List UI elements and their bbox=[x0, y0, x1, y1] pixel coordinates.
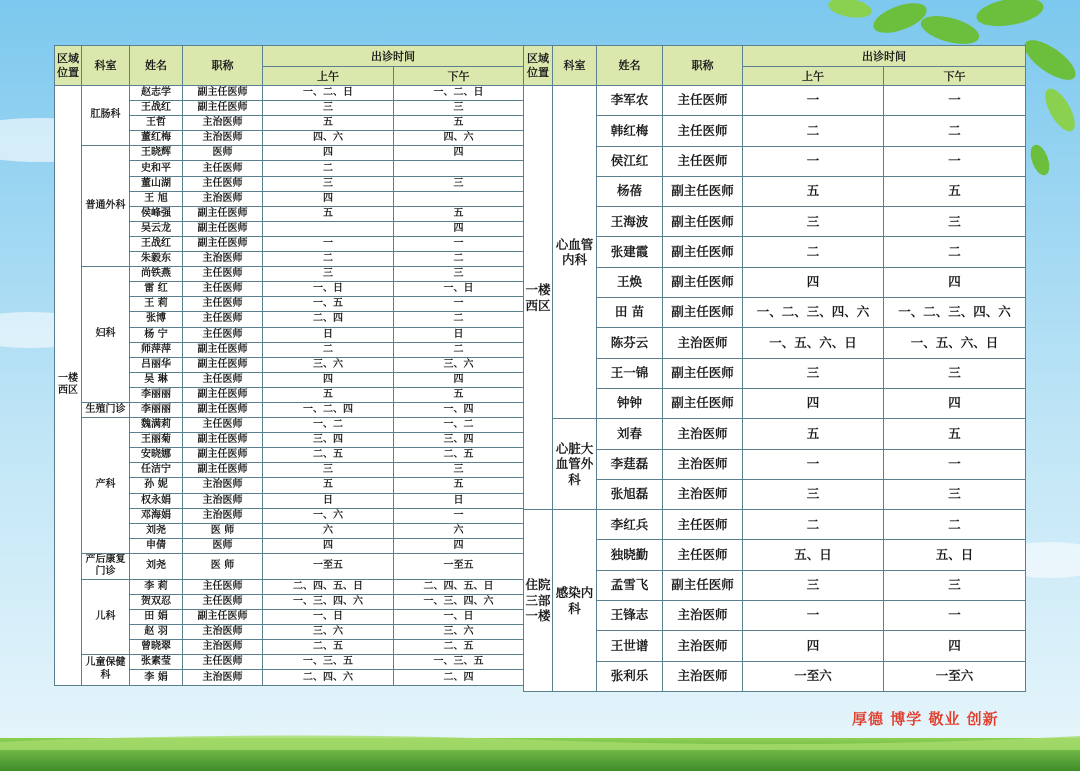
am-cell: 一、日 bbox=[263, 282, 394, 297]
doctor-name-cell: 李军农 bbox=[597, 86, 663, 116]
doctor-name-cell: 尚铁燕 bbox=[130, 267, 183, 282]
doctor-name-cell: 董山湖 bbox=[130, 176, 183, 191]
title-cell: 副主任医师 bbox=[183, 463, 263, 478]
title-cell: 主治医师 bbox=[183, 670, 263, 685]
am-cell: 六 bbox=[263, 523, 394, 538]
right-table-body bbox=[524, 86, 1026, 692]
pm-cell: 二、五 bbox=[394, 448, 524, 463]
pm-cell: 四、六 bbox=[394, 131, 524, 146]
title-cell: 主治医师 bbox=[183, 252, 263, 267]
header-am: 上午 bbox=[263, 67, 394, 86]
am-cell: 三、六 bbox=[263, 357, 394, 372]
pm-cell: 五 bbox=[394, 206, 524, 221]
doctor-name-cell: 张素莹 bbox=[130, 655, 183, 670]
am-cell: 一、二、四 bbox=[263, 402, 394, 417]
doctor-name-cell: 贺双忍 bbox=[130, 595, 183, 610]
pm-cell: 一 bbox=[394, 297, 524, 312]
pm-cell: 二、四、五、日 bbox=[394, 579, 524, 594]
title-cell: 主治医师 bbox=[663, 479, 743, 509]
title-cell: 主治医师 bbox=[183, 625, 263, 640]
pm-cell: 五 bbox=[394, 116, 524, 131]
doctor-name-cell: 安晓娜 bbox=[130, 448, 183, 463]
doctor-name-cell: 王世谱 bbox=[597, 631, 663, 661]
pm-cell: 六 bbox=[394, 523, 524, 538]
doctor-name-cell: 侯峰强 bbox=[130, 206, 183, 221]
doctor-name-cell: 吴云龙 bbox=[130, 221, 183, 236]
header-schedule: 出诊时间 bbox=[263, 46, 524, 67]
am-cell: 一 bbox=[743, 601, 884, 631]
dept-cell: 产后康复门诊 bbox=[82, 553, 130, 579]
table-row bbox=[524, 510, 1026, 540]
pm-cell: 三 bbox=[884, 207, 1026, 237]
am-cell: 三 bbox=[263, 463, 394, 478]
dept-cell: 心血管内科 bbox=[553, 86, 597, 419]
am-cell: 一 bbox=[743, 86, 884, 116]
doctor-name-cell: 刘尧 bbox=[130, 523, 183, 538]
pm-cell: 一、三、五 bbox=[394, 655, 524, 670]
am-cell: 二 bbox=[743, 510, 884, 540]
am-cell: 二、五 bbox=[263, 640, 394, 655]
title-cell: 副主任医师 bbox=[663, 388, 743, 418]
table-row bbox=[524, 176, 1026, 206]
title-cell: 副主任医师 bbox=[183, 357, 263, 372]
am-cell: 四 bbox=[743, 267, 884, 297]
table-row bbox=[524, 479, 1026, 509]
doctor-name-cell: 朱毅东 bbox=[130, 252, 183, 267]
am-cell: 二、四、六 bbox=[263, 670, 394, 685]
pm-cell: 四 bbox=[884, 388, 1026, 418]
pm-cell: 一 bbox=[884, 146, 1026, 176]
title-cell: 副主任医师 bbox=[183, 86, 263, 101]
doctor-name-cell: 雷 红 bbox=[130, 282, 183, 297]
pm-cell: 日 bbox=[394, 327, 524, 342]
title-cell: 主任医师 bbox=[183, 161, 263, 176]
pm-cell: 三 bbox=[884, 479, 1026, 509]
title-cell: 主任医师 bbox=[663, 540, 743, 570]
title-cell: 主治医师 bbox=[663, 601, 743, 631]
am-cell: 一、三、五 bbox=[263, 655, 394, 670]
am-cell: 三、四 bbox=[263, 433, 394, 448]
header-area: 区域位置 bbox=[524, 46, 553, 86]
doctor-name-cell: 赵 羽 bbox=[130, 625, 183, 640]
dept-cell: 产科 bbox=[82, 418, 130, 554]
title-cell: 副主任医师 bbox=[183, 402, 263, 417]
pm-cell: 五 bbox=[884, 176, 1026, 206]
pm-cell: 一、二、日 bbox=[394, 86, 524, 101]
doctor-name-cell: 侯江红 bbox=[597, 146, 663, 176]
title-cell: 副主任医师 bbox=[183, 101, 263, 116]
title-cell: 主任医师 bbox=[663, 510, 743, 540]
pm-cell bbox=[394, 191, 524, 206]
doctor-name-cell: 曾晓翠 bbox=[130, 640, 183, 655]
am-cell: 二 bbox=[743, 237, 884, 267]
am-cell: 一、日 bbox=[263, 610, 394, 625]
header-area: 区域位置 bbox=[55, 46, 82, 86]
title-cell: 主任医师 bbox=[183, 655, 263, 670]
table-row bbox=[524, 237, 1026, 267]
doctor-name-cell: 王丽菊 bbox=[130, 433, 183, 448]
am-cell: 三 bbox=[743, 570, 884, 600]
am-cell: 二、五 bbox=[263, 448, 394, 463]
am-cell: 一、五 bbox=[263, 297, 394, 312]
am-cell: 四 bbox=[743, 631, 884, 661]
pm-cell: 四 bbox=[394, 538, 524, 553]
doctor-name-cell: 张旭磊 bbox=[597, 479, 663, 509]
pm-cell: 三 bbox=[884, 570, 1026, 600]
pm-cell: 三、六 bbox=[394, 625, 524, 640]
area-cell: 一楼西区 bbox=[55, 86, 82, 686]
dept-cell: 妇科 bbox=[82, 267, 130, 403]
header-pm: 下午 bbox=[394, 67, 524, 86]
doctor-name-cell: 王战红 bbox=[130, 236, 183, 251]
doctor-name-cell: 陈芬云 bbox=[597, 328, 663, 358]
doctor-name-cell: 吕丽华 bbox=[130, 357, 183, 372]
pm-cell: 一、五、六、日 bbox=[884, 328, 1026, 358]
table-row bbox=[524, 661, 1026, 691]
area-cell: 住院三部一楼 bbox=[524, 510, 553, 692]
am-cell: 三 bbox=[743, 207, 884, 237]
title-cell: 医 师 bbox=[183, 523, 263, 538]
title-cell: 副主任医师 bbox=[183, 610, 263, 625]
doctor-name-cell: 师萍萍 bbox=[130, 342, 183, 357]
doctor-name-cell: 王晓辉 bbox=[130, 146, 183, 161]
pm-cell: 五、日 bbox=[884, 540, 1026, 570]
header-dept: 科室 bbox=[553, 46, 597, 86]
pm-cell: 一、三、四、六 bbox=[394, 595, 524, 610]
title-cell: 主治医师 bbox=[183, 640, 263, 655]
title-cell: 主治医师 bbox=[183, 493, 263, 508]
pm-cell: 四 bbox=[394, 372, 524, 387]
title-cell: 副主任医师 bbox=[663, 298, 743, 328]
header-name: 姓名 bbox=[130, 46, 183, 86]
pm-cell: 二 bbox=[884, 237, 1026, 267]
doctor-name-cell: 孙 妮 bbox=[130, 478, 183, 493]
pm-cell: 一、二 bbox=[394, 418, 524, 433]
pm-cell: 一、日 bbox=[394, 610, 524, 625]
table-row bbox=[55, 418, 524, 433]
doctor-name-cell: 杨 宁 bbox=[130, 327, 183, 342]
pm-cell: 三 bbox=[394, 101, 524, 116]
am-cell: 四、六 bbox=[263, 131, 394, 146]
pm-cell: 四 bbox=[884, 631, 1026, 661]
doctor-name-cell: 李 娟 bbox=[130, 670, 183, 685]
am-cell: 一、二、日 bbox=[263, 86, 394, 101]
title-cell: 副主任医师 bbox=[183, 236, 263, 251]
title-cell: 主任医师 bbox=[183, 418, 263, 433]
title-cell: 主任医师 bbox=[183, 282, 263, 297]
pm-cell: 一至六 bbox=[884, 661, 1026, 691]
am-cell: 一、六 bbox=[263, 508, 394, 523]
title-cell: 副主任医师 bbox=[663, 237, 743, 267]
table-row bbox=[55, 86, 524, 101]
dept-cell: 生殖门诊 bbox=[82, 402, 130, 417]
am-cell: 二 bbox=[743, 116, 884, 146]
title-cell: 主治医师 bbox=[663, 449, 743, 479]
title-cell: 副主任医师 bbox=[663, 176, 743, 206]
am-cell: 五、日 bbox=[743, 540, 884, 570]
title-cell: 副主任医师 bbox=[183, 448, 263, 463]
am-cell: 一、二 bbox=[263, 418, 394, 433]
am-cell: 一至五 bbox=[263, 553, 394, 579]
pm-cell: 二、四 bbox=[394, 670, 524, 685]
title-cell: 主治医师 bbox=[183, 116, 263, 131]
title-cell: 主任医师 bbox=[183, 176, 263, 191]
am-cell: 四 bbox=[263, 191, 394, 206]
title-cell: 主治医师 bbox=[183, 508, 263, 523]
am-cell: 一 bbox=[743, 146, 884, 176]
table-row bbox=[524, 449, 1026, 479]
dept-cell: 儿童保健科 bbox=[82, 655, 130, 685]
table-row bbox=[524, 540, 1026, 570]
doctor-name-cell: 申倩 bbox=[130, 538, 183, 553]
am-cell: 五 bbox=[263, 206, 394, 221]
table-row bbox=[524, 116, 1026, 146]
table-row bbox=[55, 553, 524, 579]
title-cell: 主任医师 bbox=[663, 86, 743, 116]
left-table-body bbox=[55, 86, 524, 686]
doctor-name-cell: 王锋志 bbox=[597, 601, 663, 631]
am-cell: 一、五、六、日 bbox=[743, 328, 884, 358]
doctor-name-cell: 赵志学 bbox=[130, 86, 183, 101]
table-row bbox=[524, 601, 1026, 631]
am-cell: 五 bbox=[263, 387, 394, 402]
pm-cell: 二、五 bbox=[394, 640, 524, 655]
title-cell: 主任医师 bbox=[183, 312, 263, 327]
pm-cell: 四 bbox=[394, 146, 524, 161]
doctor-name-cell: 王焕 bbox=[597, 267, 663, 297]
title-cell: 医 师 bbox=[183, 553, 263, 579]
title-cell: 主任医师 bbox=[663, 116, 743, 146]
title-cell: 主治医师 bbox=[663, 419, 743, 449]
pm-cell: 二 bbox=[884, 116, 1026, 146]
pm-cell: 一 bbox=[884, 449, 1026, 479]
doctor-name-cell: 刘春 bbox=[597, 419, 663, 449]
title-cell: 副主任医师 bbox=[663, 267, 743, 297]
area-cell: 一楼西区 bbox=[524, 86, 553, 510]
dept-cell: 普通外科 bbox=[82, 146, 130, 267]
pm-cell: 一 bbox=[394, 508, 524, 523]
am-cell: 四 bbox=[743, 388, 884, 418]
title-cell: 主任医师 bbox=[183, 267, 263, 282]
pm-cell: 三 bbox=[394, 267, 524, 282]
am-cell: 二、四 bbox=[263, 312, 394, 327]
title-cell: 副主任医师 bbox=[183, 206, 263, 221]
pm-cell: 一 bbox=[884, 86, 1026, 116]
header-schedule: 出诊时间 bbox=[743, 46, 1026, 67]
pm-cell: 五 bbox=[884, 419, 1026, 449]
title-cell: 主治医师 bbox=[183, 478, 263, 493]
title-cell: 主任医师 bbox=[183, 372, 263, 387]
title-cell: 主治医师 bbox=[663, 631, 743, 661]
table-row bbox=[55, 146, 524, 161]
title-cell: 医师 bbox=[183, 538, 263, 553]
pm-cell: 三、四 bbox=[394, 433, 524, 448]
doctor-name-cell: 邓海娟 bbox=[130, 508, 183, 523]
doctor-name-cell: 权永娟 bbox=[130, 493, 183, 508]
title-cell: 主任医师 bbox=[663, 146, 743, 176]
pm-cell: 四 bbox=[394, 221, 524, 236]
doctor-name-cell: 刘尧 bbox=[130, 553, 183, 579]
am-cell: 三 bbox=[743, 479, 884, 509]
am-cell: 五 bbox=[263, 116, 394, 131]
title-cell: 副主任医师 bbox=[663, 207, 743, 237]
table-row bbox=[524, 298, 1026, 328]
title-cell: 副主任医师 bbox=[183, 387, 263, 402]
doctor-name-cell: 李 莉 bbox=[130, 579, 183, 594]
doctor-name-cell: 张利乐 bbox=[597, 661, 663, 691]
doctor-name-cell: 李丽丽 bbox=[130, 387, 183, 402]
am-cell: 三 bbox=[743, 358, 884, 388]
doctor-name-cell: 田 娟 bbox=[130, 610, 183, 625]
pm-cell: 二 bbox=[884, 510, 1026, 540]
title-cell: 医师 bbox=[183, 146, 263, 161]
doctor-name-cell: 王 莉 bbox=[130, 297, 183, 312]
am-cell: 日 bbox=[263, 327, 394, 342]
am-cell: 日 bbox=[263, 493, 394, 508]
header-dept: 科室 bbox=[82, 46, 130, 86]
table-row bbox=[524, 86, 1026, 116]
title-cell: 主治医师 bbox=[183, 131, 263, 146]
am-cell: 一至六 bbox=[743, 661, 884, 691]
am-cell: 三 bbox=[263, 101, 394, 116]
left-schedule-table bbox=[54, 45, 524, 686]
table-row bbox=[524, 328, 1026, 358]
doctor-name-cell: 任洁宁 bbox=[130, 463, 183, 478]
doctor-name-cell: 史和平 bbox=[130, 161, 183, 176]
header-title: 职称 bbox=[663, 46, 743, 86]
title-cell: 副主任医师 bbox=[663, 358, 743, 388]
doctor-name-cell: 孟雪飞 bbox=[597, 570, 663, 600]
pm-cell: 二 bbox=[394, 342, 524, 357]
am-cell: 二 bbox=[263, 161, 394, 176]
table-row bbox=[524, 146, 1026, 176]
pm-cell: 五 bbox=[394, 478, 524, 493]
am-cell: 一 bbox=[743, 449, 884, 479]
pm-cell: 日 bbox=[394, 493, 524, 508]
dept-cell: 感染内科 bbox=[553, 510, 597, 692]
am-cell: 一、三、四、六 bbox=[263, 595, 394, 610]
doctor-name-cell: 杨蓓 bbox=[597, 176, 663, 206]
pm-cell: 三、六 bbox=[394, 357, 524, 372]
doctor-name-cell: 吴 琳 bbox=[130, 372, 183, 387]
pm-cell: 一 bbox=[884, 601, 1026, 631]
am-cell: 一、二、三、四、六 bbox=[743, 298, 884, 328]
am-cell bbox=[263, 221, 394, 236]
title-cell: 主任医师 bbox=[183, 327, 263, 342]
title-cell: 副主任医师 bbox=[183, 342, 263, 357]
title-cell: 副主任医师 bbox=[183, 433, 263, 448]
table-row bbox=[524, 267, 1026, 297]
doctor-name-cell: 韩红梅 bbox=[597, 116, 663, 146]
title-cell: 副主任医师 bbox=[663, 570, 743, 600]
dept-cell: 心脏大血管外科 bbox=[553, 419, 597, 510]
table-row bbox=[524, 388, 1026, 418]
dept-cell: 肛肠科 bbox=[82, 86, 130, 146]
pm-cell: 四 bbox=[884, 267, 1026, 297]
am-cell: 五 bbox=[743, 176, 884, 206]
doctor-name-cell: 李红兵 bbox=[597, 510, 663, 540]
title-cell: 主任医师 bbox=[183, 595, 263, 610]
am-cell: 一 bbox=[263, 236, 394, 251]
table-row bbox=[524, 207, 1026, 237]
pm-cell: 三 bbox=[394, 463, 524, 478]
title-cell: 主任医师 bbox=[183, 297, 263, 312]
right-schedule-table bbox=[523, 45, 1026, 692]
header-title: 职称 bbox=[183, 46, 263, 86]
title-cell: 副主任医师 bbox=[183, 221, 263, 236]
title-cell: 主任医师 bbox=[183, 579, 263, 594]
pm-cell: 一、日 bbox=[394, 282, 524, 297]
header-pm: 下午 bbox=[884, 67, 1026, 86]
table-row bbox=[55, 402, 524, 417]
table-row bbox=[524, 631, 1026, 661]
doctor-name-cell: 王战红 bbox=[130, 101, 183, 116]
pm-cell: 三 bbox=[394, 176, 524, 191]
dept-cell: 儿科 bbox=[82, 579, 130, 654]
doctor-name-cell: 独晓勤 bbox=[597, 540, 663, 570]
title-cell: 主治医师 bbox=[663, 328, 743, 358]
pm-cell: 一 bbox=[394, 236, 524, 251]
table-row bbox=[55, 655, 524, 670]
table-row bbox=[55, 579, 524, 594]
pm-cell: 一至五 bbox=[394, 553, 524, 579]
doctor-name-cell: 王哲 bbox=[130, 116, 183, 131]
doctor-name-cell: 王海波 bbox=[597, 207, 663, 237]
doctor-name-cell: 王一锦 bbox=[597, 358, 663, 388]
am-cell: 四 bbox=[263, 372, 394, 387]
doctor-name-cell: 张博 bbox=[130, 312, 183, 327]
am-cell: 三 bbox=[263, 176, 394, 191]
am-cell: 五 bbox=[743, 419, 884, 449]
am-cell: 二 bbox=[263, 252, 394, 267]
am-cell: 五 bbox=[263, 478, 394, 493]
doctor-name-cell: 王 旭 bbox=[130, 191, 183, 206]
doctor-name-cell: 钟钟 bbox=[597, 388, 663, 418]
am-cell: 二 bbox=[263, 342, 394, 357]
am-cell: 二、四、五、日 bbox=[263, 579, 394, 594]
am-cell: 四 bbox=[263, 146, 394, 161]
title-cell: 主治医师 bbox=[663, 661, 743, 691]
am-cell: 三、六 bbox=[263, 625, 394, 640]
header-name: 姓名 bbox=[597, 46, 663, 86]
doctor-name-cell: 魏满莉 bbox=[130, 418, 183, 433]
table-row bbox=[55, 267, 524, 282]
pm-cell: 一、四 bbox=[394, 402, 524, 417]
doctor-name-cell: 董红梅 bbox=[130, 131, 183, 146]
hospital-motto: 厚德 博学 敬业 创新 bbox=[852, 710, 999, 728]
pm-cell: 三 bbox=[884, 358, 1026, 388]
am-cell: 四 bbox=[263, 538, 394, 553]
pm-cell: 二 bbox=[394, 252, 524, 267]
pm-cell: 五 bbox=[394, 387, 524, 402]
pm-cell: 一、二、三、四、六 bbox=[884, 298, 1026, 328]
table-row bbox=[524, 419, 1026, 449]
doctor-name-cell: 田 苗 bbox=[597, 298, 663, 328]
table-row bbox=[524, 570, 1026, 600]
pm-cell bbox=[394, 161, 524, 176]
doctor-name-cell: 李丽丽 bbox=[130, 402, 183, 417]
pm-cell: 二 bbox=[394, 312, 524, 327]
doctor-name-cell: 李莛磊 bbox=[597, 449, 663, 479]
am-cell: 三 bbox=[263, 267, 394, 282]
table-row bbox=[524, 358, 1026, 388]
title-cell: 主治医师 bbox=[183, 191, 263, 206]
doctor-name-cell: 张建霞 bbox=[597, 237, 663, 267]
header-am: 上午 bbox=[743, 67, 884, 86]
